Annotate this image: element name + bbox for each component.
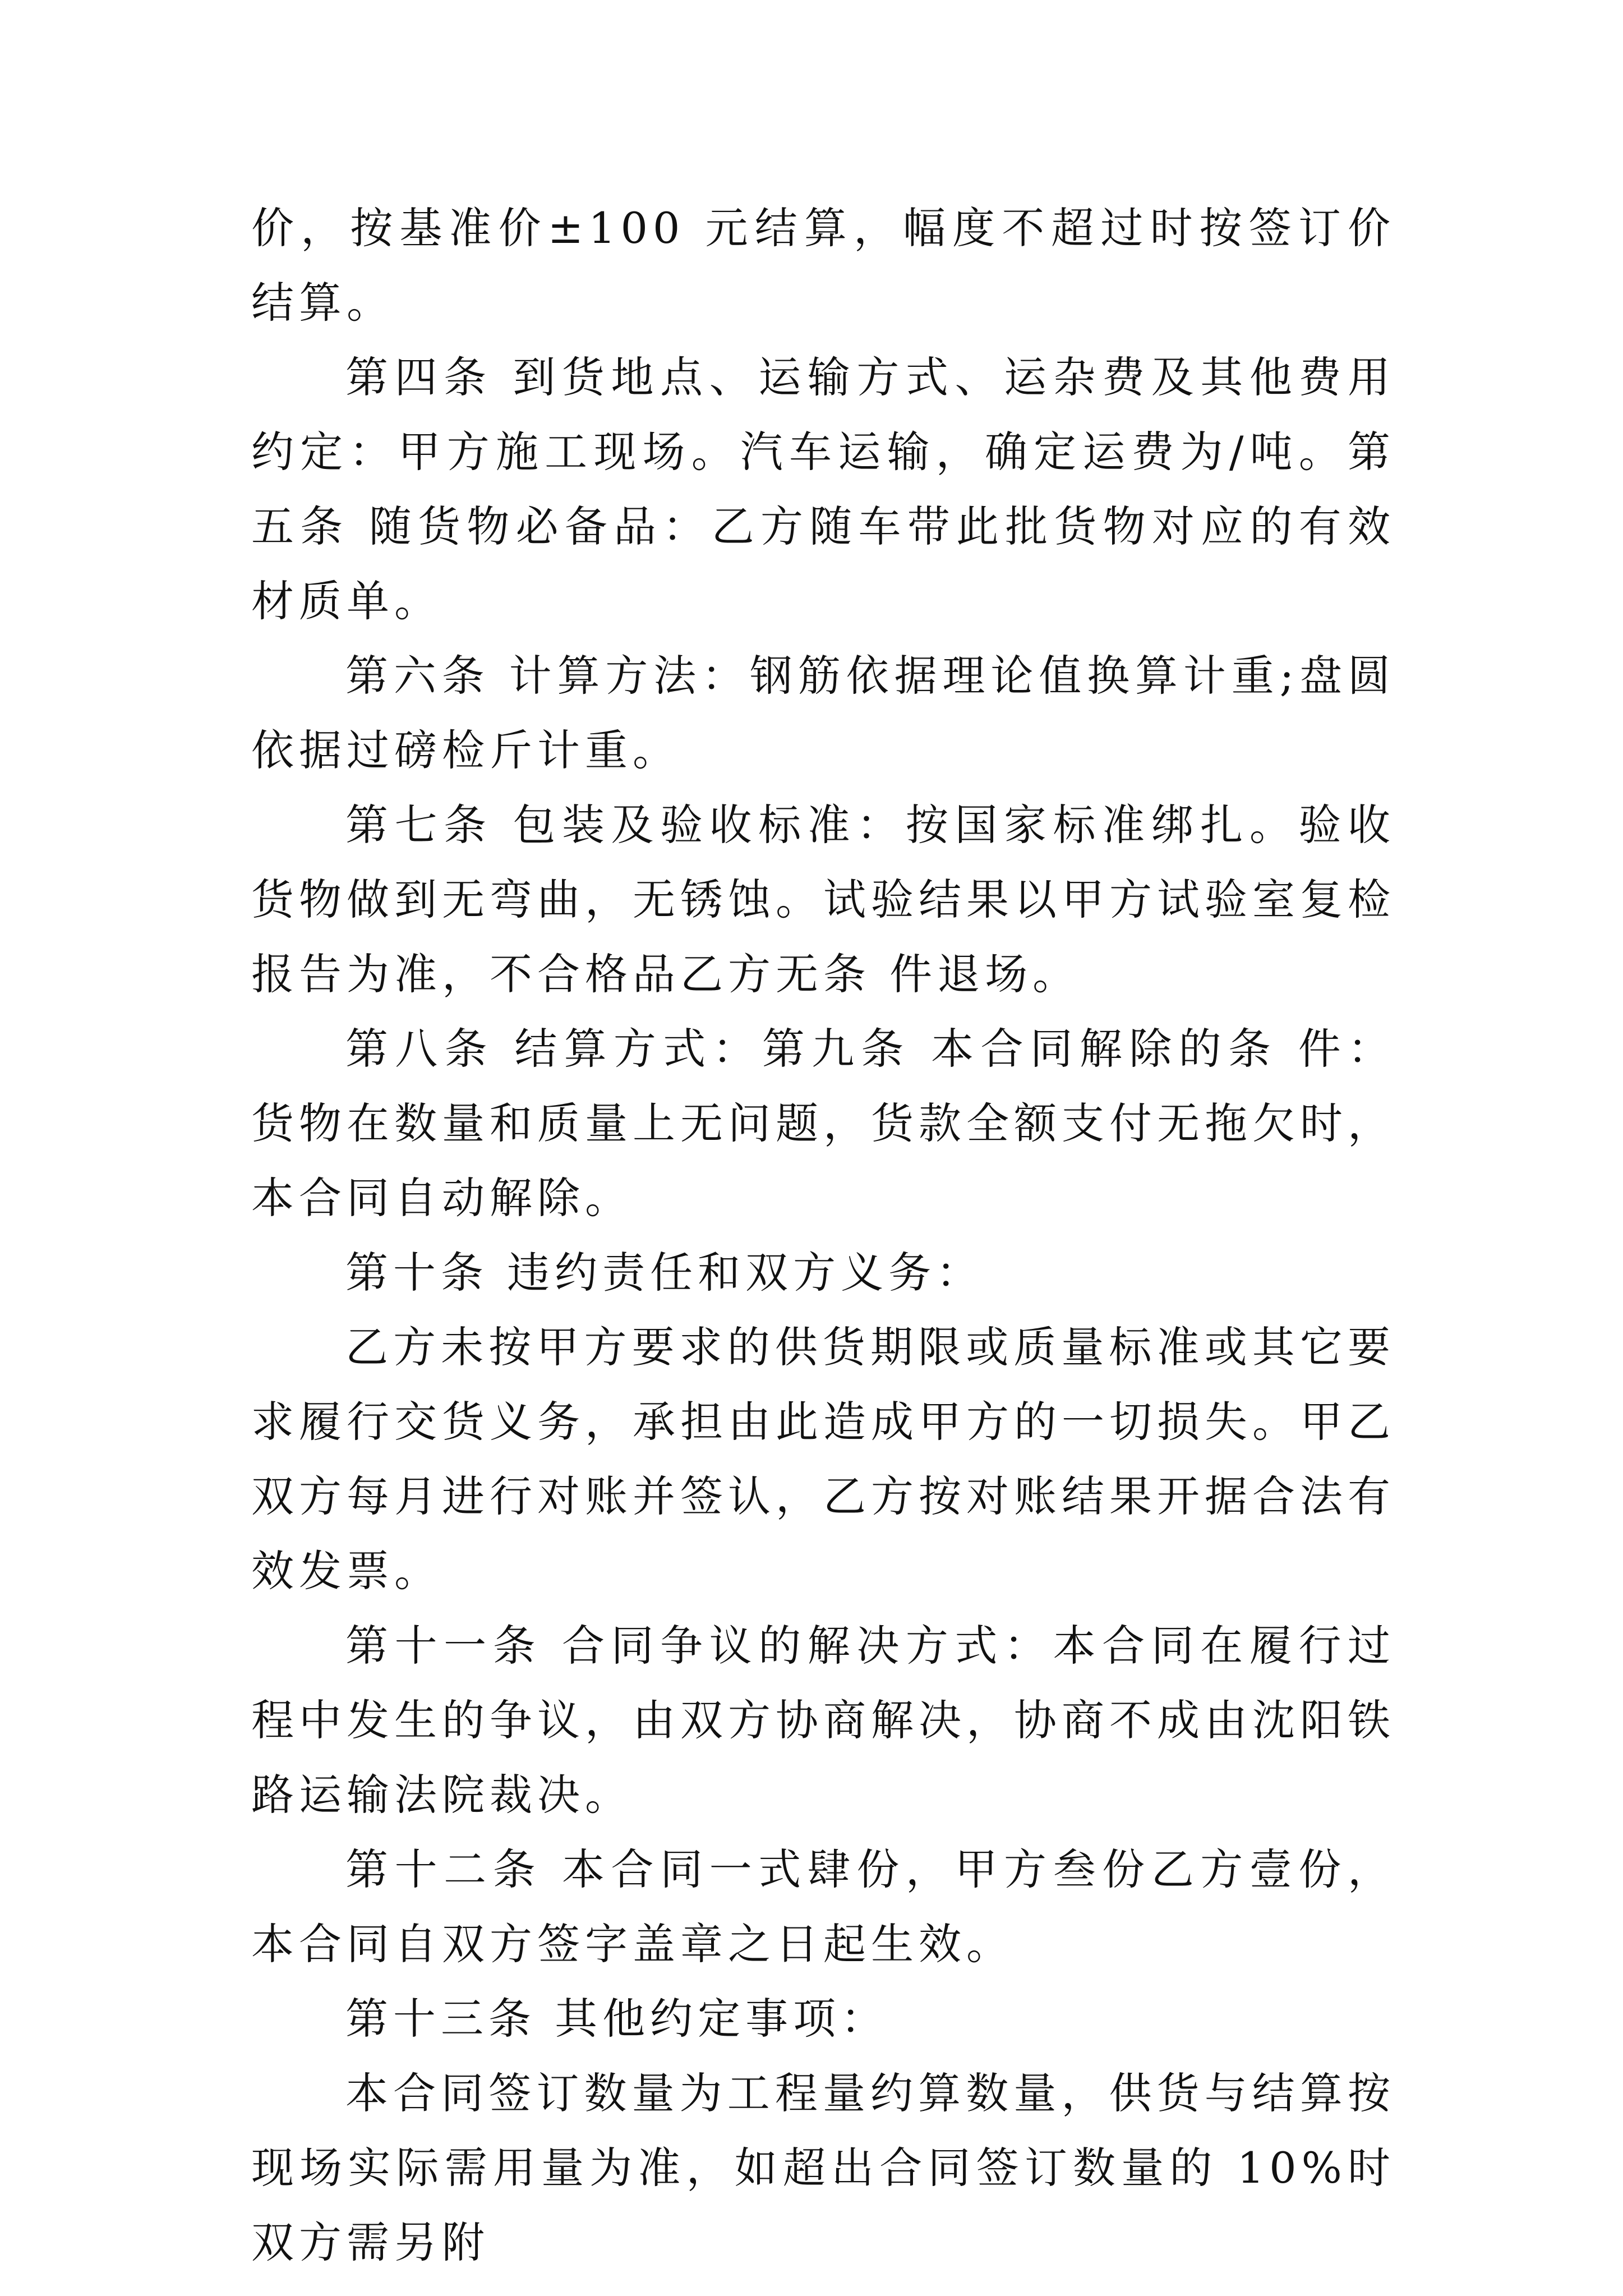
paragraph-article-4: 第四条 到货地点、运输方式、运杂费及其他费用约定：甲方施工现场。汽车运输，确定运费为/吨。第五条 随货物必备品：乙方随车带此批货物对应的有效材质单。 <box>251 352 1395 626</box>
paragraph-article-7: 第七条 包装及验收标准：按国家标准绑扎。验收货物做到无弯曲，无锈蚀。试验结果以甲方试验室复检报告为准，不合格品乙方无条 件退场。 <box>251 800 1395 999</box>
paragraph-article-13-body: 本合同签订数量为工程量约算数量，供货与结算按现场实际需用量为准，如超出合同签订数量的 10%时双方需另附 <box>251 2068 1395 2267</box>
paragraph-article-10-body: 乙方未按甲方要求的供货期限或质量标准或其它要求履行交货义务，承担由此造成甲方的一切损失。甲乙双方每月进行对账并签认，乙方按对账结果开据合法有效发票。 <box>251 1322 1395 1596</box>
paragraph-article-12: 第十二条 本合同一式肆份，甲方叁份乙方壹份，本合同自双方签字盖章之日起生效。 <box>251 1844 1395 1969</box>
paragraph-article-13: 第十三条 其他约定事项： <box>345 1994 889 2044</box>
paragraph-article-11: 第十一条 合同争议的解决方式：本合同在履行过程中发生的争议，由双方协商解决，协商不成由沈阳铁路运输法院裁决。 <box>251 1621 1395 1820</box>
paragraph-article-8-9: 第八条 结算方式：第九条 本合同解除的条 件：货物在数量和质量上无问题，货款全额支付无拖欠时，本合同自动解除。 <box>251 1024 1395 1223</box>
paragraph-article-6: 第六条 计算方法：钢筋依据理论值换算计重;盘圆依据过磅检斤计重。 <box>251 651 1395 775</box>
paragraph-continuation: 价，按基准价±100 元结算，幅度不超过时按签订价结算。 <box>251 203 1395 328</box>
document-body <box>251 191 1395 2280</box>
paragraph-article-10: 第十条 违约责任和双方义务： <box>345 1248 984 1297</box>
